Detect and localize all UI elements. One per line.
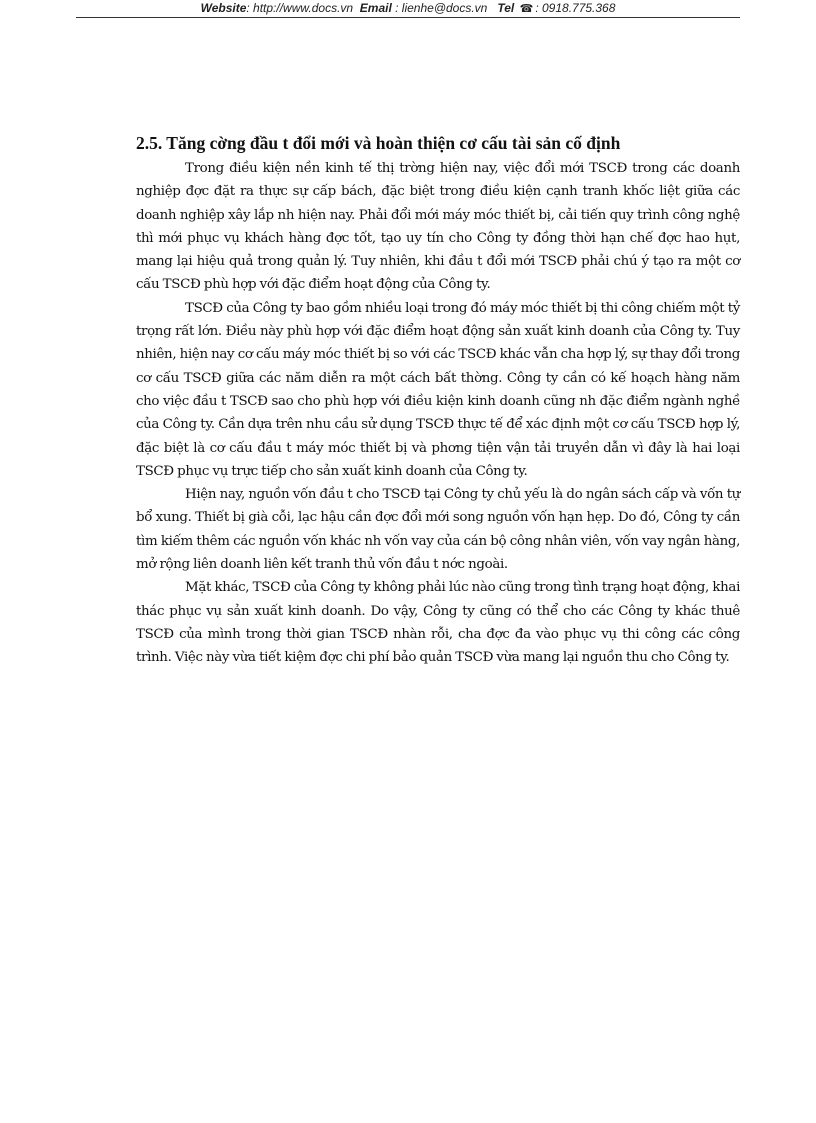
email-label: Email: [359, 1, 392, 15]
page-header: [76, 0, 740, 18]
email-value: : lienhe@docs.vn: [395, 1, 488, 15]
paragraph: TSCĐ của Công ty bao gồm nhiều loại trong đó máy móc thiết bị thi công chiếm một tỷ trọng rất lớn. Điều này phù hợp với đặc điểm hoạt động sản xuất kinh doanh của Công ty. Tuy nhiên, hiện nay cơ cấu máy móc thiết bị so với các TSCĐ khác vẫn cha hợp lý, sự thay đổi trong cơ cấu TSCĐ giữa các năm diễn ra một cách bất thờng. Công ty cần có kế hoạch hàng năm cho việc đầu t TSCĐ sao cho phù hợp với điều kiện kinh doanh cũng nh đặc điểm ngành nghề của Công ty. Cần dựa trên nhu cầu sử dụng TSCĐ thực tế để xác định một cơ cấu TSCĐ hợp lý, đặc biệt là cơ cấu đầu t máy móc thiết bị và phơng tiện vận tải truyền dẫn vì đây là hai loại TSCĐ phục vụ trực tiếp cho sản xuất kinh doanh của Công ty.: [136, 300, 740, 479]
website-value: : http://www.docs.vn: [246, 1, 354, 15]
paragraph: Hiện nay, nguồn vốn đầu t cho TSCĐ tại Công ty chủ yếu là do ngân sách cấp và vốn tự bổ xung. Thiết bị già cỗi, lạc hậu cần đợc đổi mới song nguồn vốn hạn hẹp. Do đó, Công ty cần tìm kiếm thêm các nguồn vốn khác nh vốn vay của cán bộ công nhân viên, vốn vay ngân hàng, mở rộng liên doanh liên kết tranh thủ vốn đầu t nớc ngoài.: [136, 487, 740, 573]
paragraph: Mặt khác, TSCĐ của Công ty không phải lúc nào cũng trong tình trạng hoạt động, khai thác phục vụ sản xuất kinh doanh. Do vậy, Công ty cũng có thể cho các Công ty khác thuê TSCĐ của mình trong thời gian TSCĐ nhàn rỗi, cha đợc đa vào phục vụ thi công các công trình. Việc này vừa tiết kiệm đợc chi phí bảo quản TSCĐ vừa mang lại nguồn thu cho Công ty.: [136, 580, 740, 666]
website-label: Website: [200, 1, 247, 15]
tel-label: Tel: [497, 1, 515, 15]
phone-icon: ☎: [519, 3, 534, 15]
tel-value: : 0918.775.368: [535, 1, 616, 15]
section-title: 2.5. Tăng cờng đầu t đổi mới và hoàn thiện cơ cấu tài sản cố định: [136, 133, 621, 153]
document-body: [136, 129, 740, 670]
paragraph: Trong điều kiện nền kinh tế thị trờng hiện nay, việc đổi mới TSCĐ trong các doanh nghiệp đợc đặt ra thực sự cấp bách, đặc biệt trong điều kiện cạnh tranh khốc liệt giữa các doanh nghiệp xây lắp nh hiện nay. Phải đổi mới máy móc thiết bị, cải tiến quy trình công nghệ thì mới phục vụ khách hàng đợc tốt, tạo uy tín cho Công ty đồng thời hạn chế đợc hao hụt, mang lại hiệu quả trong quản lý. Tuy nhiên, khi đầu t đổi mới TSCĐ phải chú ý tạo ra một cơ cấu TSCĐ phù hợp với đặc điểm hoạt động của Công ty.: [136, 161, 740, 293]
